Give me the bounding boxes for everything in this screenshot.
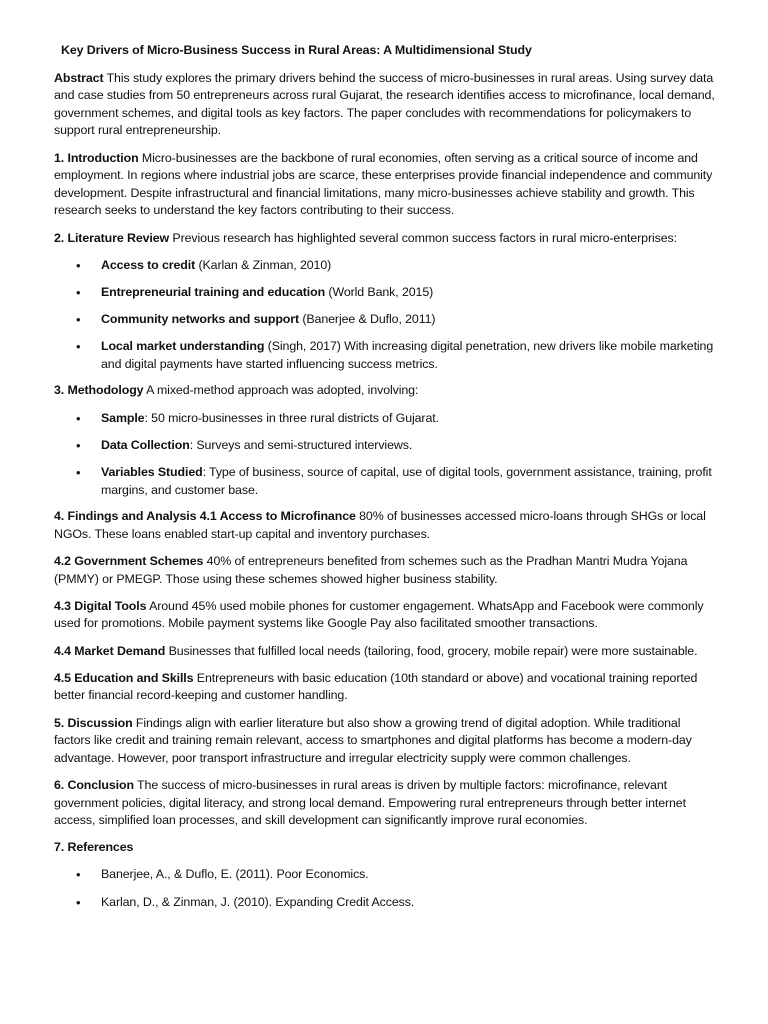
literature-review-heading: 2. Literature Review	[54, 230, 170, 245]
list-item-bold: Access to credit	[101, 257, 196, 272]
methodology-text: A mixed-method approach was adopted, involving:	[143, 383, 419, 398]
methodology-list	[54, 410, 716, 500]
references-heading: 7. References	[54, 840, 134, 855]
list-item-text: : Type of business, source of capital, use of digital tools, government assistance, training, profit margins, and customer base.	[101, 465, 712, 497]
findings-text: 80% of businesses accessed micro-loans through SHGs or local NGOs. These loans enabled start-up capital and inventory purchases.	[54, 509, 706, 541]
list-item-bold: Sample	[101, 410, 145, 425]
literature-review-text: Previous research has highlighted several common success factors in rural micro-enterprises:	[169, 230, 677, 245]
discussion-heading: 5. Discussion	[54, 715, 133, 730]
introduction-paragraph	[54, 150, 716, 220]
list-item-text: (Banerjee & Duflo, 2011)	[299, 312, 436, 327]
conclusion-paragraph	[54, 777, 716, 830]
list-item-bold: Local market understanding	[101, 339, 265, 354]
list-item	[54, 311, 716, 329]
list-item-text: : 50 micro-businesses in three rural districts of Gujarat.	[144, 410, 439, 425]
reference-item: • Banerjee, A., & Duflo, E. (2011). Poor Economics.	[54, 866, 716, 884]
list-item	[54, 437, 716, 455]
list-item-bold: Data Collection	[101, 437, 190, 452]
education-skills-text: Entrepreneurs with basic education (10th standard or above) and vocational training reported better financial record-keeping and customer handling.	[54, 670, 698, 703]
list-item	[54, 410, 716, 428]
digital-tools-text: Around 45% used mobile phones for customer engagement. WhatsApp and Facebook were commonly used for promotions. Mobile payment systems like Google Pay also facilitated smoother transactions.	[54, 598, 704, 631]
list-item-bold: Variables Studied	[101, 465, 203, 480]
document-title: Key Drivers of Micro-Business Success in Rural Areas: A Multidimensional Study	[61, 43, 532, 57]
document-page	[54, 42, 716, 920]
abstract-text: This study explores the primary drivers behind the success of micro-businesses in rural areas. Using survey data and case studies from 50 entrepreneurs across rural Gujarat, the research identifies access to microfinance, local demand, government schemes, and digital tools as key factors. The paper concludes with recommendations for policymakers to support rural entrepreneurship.	[54, 70, 715, 138]
gov-schemes-paragraph	[54, 553, 716, 588]
digital-tools-paragraph	[54, 598, 716, 633]
discussion-paragraph	[54, 715, 716, 768]
market-demand-paragraph	[54, 643, 716, 661]
references-paragraph	[54, 839, 716, 857]
findings-paragraph	[54, 508, 716, 543]
digital-tools-heading: 4.3 Digital Tools	[54, 598, 147, 613]
discussion-text: Findings align with earlier literature but also show a growing trend of digital adoption. While traditional factors like credit and training remain relevant, access to smartphones and digital platforms has become a modern-day advantage. However, poor transport infrastructure and irregular electricity supply were common challenges.	[54, 715, 692, 765]
abstract-paragraph	[54, 70, 716, 140]
list-item-text: : Surveys and semi-structured interviews.	[189, 437, 413, 452]
list-item-text: (World Bank, 2015)	[325, 284, 434, 299]
market-demand-heading: 4.4 Market Demand	[54, 643, 166, 658]
methodology-paragraph	[54, 382, 716, 400]
education-skills-heading: 4.5 Education and Skills	[54, 670, 194, 685]
literature-review-paragraph	[54, 230, 716, 248]
introduction-text: Micro-businesses are the backbone of rural economies, often serving as a critical source of income and employment. In regions where industrial jobs are scarce, these enterprises provide financial independence and community development. Despite infrastructural and financial limitations, many micro-businesses achieve stability and growth. This research seeks to understand the key factors contributing to their success.	[54, 150, 713, 218]
market-demand-text: Businesses that fulfilled local needs (tailoring, food, grocery, mobile repair) were more sustainable.	[165, 643, 698, 658]
list-item-text: (Singh, 2017) With increasing digital penetration, new drivers like mobile marketing and digital payments have started influencing success metrics.	[101, 339, 714, 371]
list-item-text: (Karlan & Zinman, 2010)	[195, 257, 332, 272]
literature-review-list	[54, 257, 716, 374]
gov-schemes-heading: 4.2 Government Schemes	[54, 554, 204, 568]
gov-schemes-text: 40% of entrepreneurs benefited from schemes such as the Pradhan Mantri Mudra Yojana (PMMY) or PMEGP. Those using these schemes showed higher business stability.	[54, 554, 688, 586]
list-item-bold: Community networks and support	[101, 312, 300, 327]
introduction-heading: 1. Introduction	[54, 150, 139, 165]
abstract-heading: Abstract	[54, 70, 104, 85]
list-item	[54, 464, 716, 499]
list-item	[54, 338, 716, 373]
references-list	[54, 866, 716, 911]
methodology-heading: 3. Methodology	[54, 383, 144, 398]
list-item	[54, 257, 716, 275]
education-skills-paragraph	[54, 670, 716, 705]
reference-item: • Karlan, D., & Zinman, J. (2010). Expanding Credit Access.	[54, 894, 716, 912]
list-item	[54, 284, 716, 302]
conclusion-heading: 6. Conclusion	[54, 777, 134, 792]
list-item-bold: Entrepreneurial training and education	[101, 284, 326, 299]
findings-heading: 4. Findings and Analysis 4.1 Access to Microfinance	[54, 509, 356, 524]
conclusion-text: The success of micro-businesses in rural areas is driven by multiple factors: microfinance, relevant government policies, digital literacy, and strong local demand. Empowering rural entrepreneurs through better internet access, simplified loan processes, and skill development can significantly improve rural economies.	[54, 777, 686, 828]
